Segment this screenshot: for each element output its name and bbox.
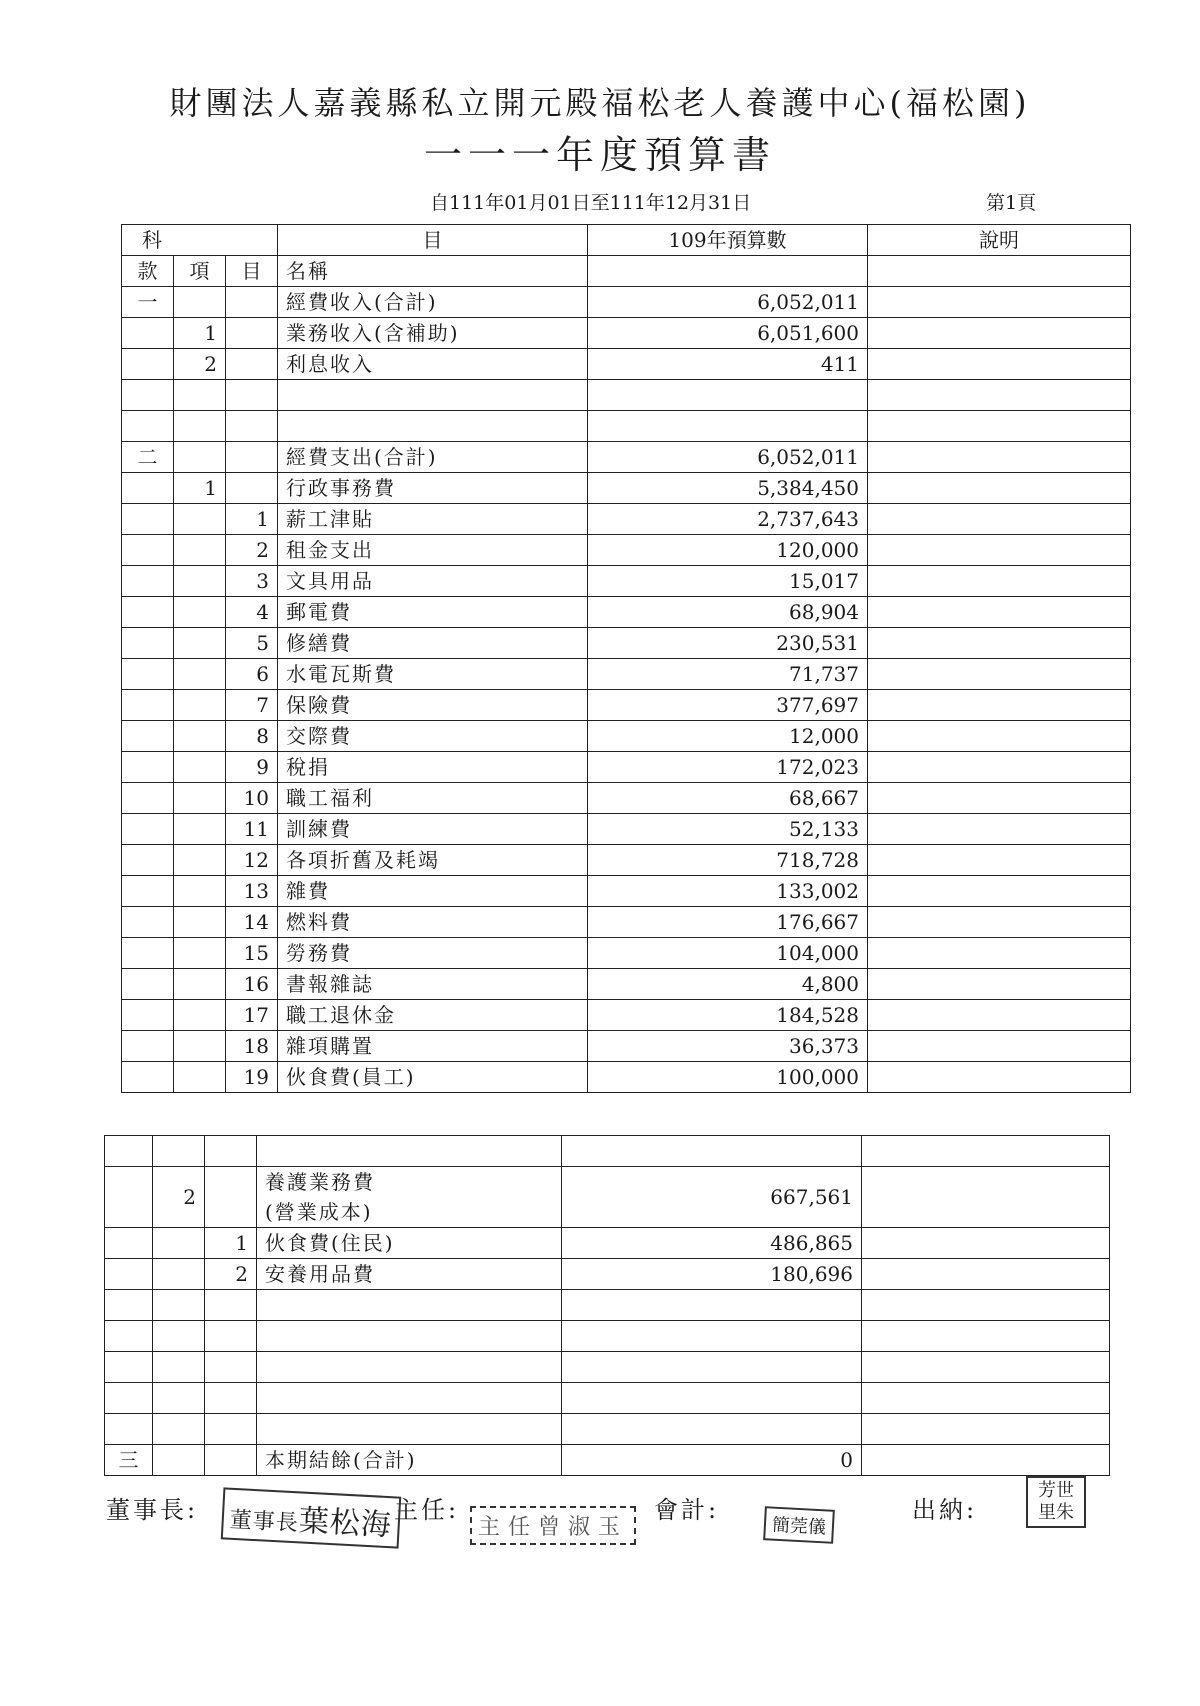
cell-name: 雜費 — [278, 876, 588, 907]
table-row — [122, 504, 1131, 535]
cell-mu: 2 — [205, 1259, 257, 1290]
director-seal: 主任曾淑玉 — [470, 1506, 636, 1545]
cell-mu — [226, 411, 278, 442]
cell-mu: 19 — [226, 1062, 278, 1093]
header-ke: 科 — [122, 225, 278, 256]
cell-amount: 2,737,643 — [588, 504, 868, 535]
cell-note — [868, 628, 1131, 659]
cell-mu: 7 — [226, 690, 278, 721]
cell-note — [868, 1000, 1131, 1031]
chairman-seal-name: 葉松海 — [297, 1503, 393, 1544]
cell-note — [868, 659, 1131, 690]
cell-kuan — [122, 1031, 174, 1062]
cell-name — [257, 1321, 562, 1352]
table-row — [122, 1062, 1131, 1093]
cell-name — [257, 1136, 562, 1167]
table-row — [122, 721, 1131, 752]
table-row — [105, 1136, 1110, 1167]
cell-note — [868, 566, 1131, 597]
table-row — [122, 566, 1131, 597]
cell-note — [868, 380, 1131, 411]
cell-note — [868, 442, 1131, 473]
cell-note — [868, 690, 1131, 721]
cell-xiang — [174, 628, 226, 659]
cell-mu — [205, 1352, 257, 1383]
cell-amount — [562, 1321, 862, 1352]
cell-kuan — [105, 1259, 153, 1290]
cell-mu: 15 — [226, 938, 278, 969]
table-row — [122, 597, 1131, 628]
header-mu2: 目 — [226, 256, 278, 287]
cell-xiang — [174, 380, 226, 411]
cell-mu: 2 — [226, 535, 278, 566]
cell-kuan: 一 — [122, 287, 174, 318]
cell-kuan — [105, 1383, 153, 1414]
cell-kuan — [105, 1167, 153, 1228]
cell-name: 業務收入(含補助) — [278, 318, 588, 349]
cell-xiang — [153, 1414, 205, 1445]
cell-note — [868, 969, 1131, 1000]
cell-mu — [226, 318, 278, 349]
cell-xiang — [153, 1228, 205, 1259]
cell-amount — [562, 1352, 862, 1383]
cell-note — [868, 535, 1131, 566]
cell-kuan — [122, 504, 174, 535]
cell-note — [868, 411, 1131, 442]
cell-xiang — [174, 566, 226, 597]
table-row — [105, 1228, 1110, 1259]
cell-xiang — [174, 845, 226, 876]
cell-name: 薪工津貼 — [278, 504, 588, 535]
accounting-seal: 簡莞儀 — [763, 1506, 835, 1544]
cell-name: 雜項購置 — [278, 1031, 588, 1062]
cell-xiang — [174, 659, 226, 690]
cell-note — [862, 1321, 1110, 1352]
cell-kuan — [105, 1136, 153, 1167]
table-row — [122, 349, 1131, 380]
table-row — [122, 628, 1131, 659]
cell-name: 稅捐 — [278, 752, 588, 783]
table-row — [122, 380, 1131, 411]
cell-note — [868, 349, 1131, 380]
cell-kuan — [122, 876, 174, 907]
cell-note — [868, 752, 1131, 783]
cell-note — [862, 1259, 1110, 1290]
table-row — [122, 1000, 1131, 1031]
cell-note — [868, 845, 1131, 876]
cell-amount: 6,052,011 — [588, 287, 868, 318]
header-mu: 目 — [278, 225, 588, 256]
cell-name: 文具用品 — [278, 566, 588, 597]
cell-name: 安養用品費 — [257, 1259, 562, 1290]
cell-xiang — [174, 535, 226, 566]
chairman-seal — [221, 1487, 401, 1548]
cell-mu: 5 — [226, 628, 278, 659]
table-row — [122, 752, 1131, 783]
table-row — [122, 783, 1131, 814]
table-row — [105, 1290, 1110, 1321]
cell-amount: 4,800 — [588, 969, 868, 1000]
cell-note — [868, 597, 1131, 628]
cell-note — [868, 814, 1131, 845]
header-budget: 109年預算數 — [588, 225, 868, 256]
table-row — [122, 318, 1131, 349]
cell-mu: 12 — [226, 845, 278, 876]
table-row — [105, 1321, 1110, 1352]
cell-mu: 3 — [226, 566, 278, 597]
cell-note — [862, 1167, 1110, 1228]
cell-kuan — [105, 1414, 153, 1445]
cell-xiang — [174, 907, 226, 938]
page-number: 第1頁 — [986, 192, 1037, 214]
cell-amount: 6,051,600 — [588, 318, 868, 349]
cell-kuan — [105, 1321, 153, 1352]
cell-name: 交際費 — [278, 721, 588, 752]
cell-name: 經費支出(合計) — [278, 442, 588, 473]
cell-mu — [226, 349, 278, 380]
cell-mu — [226, 287, 278, 318]
cell-kuan — [122, 1000, 174, 1031]
cell-mu — [226, 442, 278, 473]
cell-name: 郵電費 — [278, 597, 588, 628]
table-row — [105, 1167, 1110, 1228]
budget-table-lower — [104, 1135, 1110, 1476]
cell-name: 燃料費 — [278, 907, 588, 938]
cell-mu: 16 — [226, 969, 278, 1000]
cell-amount: 120,000 — [588, 535, 868, 566]
budget-table-upper — [121, 224, 1131, 1093]
cell-xiang — [174, 752, 226, 783]
cell-amount — [588, 380, 868, 411]
cell-mu: 4 — [226, 597, 278, 628]
cell-xiang: 1 — [174, 318, 226, 349]
cell-note — [862, 1414, 1110, 1445]
table-row — [105, 1352, 1110, 1383]
cell-name — [257, 1167, 562, 1228]
cell-note — [868, 1062, 1131, 1093]
cashier-seal: 芳世 里朱 — [1026, 1476, 1086, 1528]
cell-name: 保險費 — [278, 690, 588, 721]
table-row — [105, 1383, 1110, 1414]
cell-xiang — [174, 1062, 226, 1093]
cell-amount: 12,000 — [588, 721, 868, 752]
cell-name: 伙食費(住民) — [257, 1228, 562, 1259]
cell-name — [257, 1352, 562, 1383]
cell-xiang — [174, 938, 226, 969]
cell-kuan — [105, 1228, 153, 1259]
cell-kuan — [122, 566, 174, 597]
cell-xiang: 2 — [174, 349, 226, 380]
cell-xiang — [174, 721, 226, 752]
cell-kuan — [122, 535, 174, 566]
table-row — [122, 1031, 1131, 1062]
cell-amount: 133,002 — [588, 876, 868, 907]
cell-amount: 172,023 — [588, 752, 868, 783]
cell-mu — [205, 1414, 257, 1445]
cell-amount: 667,561 — [562, 1167, 862, 1228]
cell-amount: 15,017 — [588, 566, 868, 597]
cell-mu — [205, 1321, 257, 1352]
cell-mu: 8 — [226, 721, 278, 752]
table-row — [122, 442, 1131, 473]
cell-mu: 1 — [226, 504, 278, 535]
cell-name: 職工退休金 — [278, 1000, 588, 1031]
cell-xiang — [153, 1352, 205, 1383]
table-header-row — [122, 225, 1131, 256]
cell-name: 行政事務費 — [278, 473, 588, 504]
cell-note — [868, 721, 1131, 752]
table-row — [122, 969, 1131, 1000]
cell-xiang — [153, 1321, 205, 1352]
cell-name: 水電瓦斯費 — [278, 659, 588, 690]
cell-xiang — [174, 814, 226, 845]
table-row — [105, 1414, 1110, 1445]
cell-mu: 11 — [226, 814, 278, 845]
cell-note — [868, 907, 1131, 938]
cell-amount: 176,667 — [588, 907, 868, 938]
table-row — [122, 845, 1131, 876]
cell-xiang — [174, 411, 226, 442]
header-name: 名稱 — [278, 256, 588, 287]
cell-amount: 68,904 — [588, 597, 868, 628]
cell-kuan — [122, 318, 174, 349]
cell-amount: 5,384,450 — [588, 473, 868, 504]
cell-xiang — [153, 1383, 205, 1414]
cell-mu — [205, 1290, 257, 1321]
cell-note — [862, 1352, 1110, 1383]
document-title: 一一一年度預算書 — [423, 133, 776, 177]
cell-xiang — [153, 1290, 205, 1321]
table-subheader-row — [122, 256, 1131, 287]
cell-name-line1: 養護業務費 — [265, 1170, 375, 1194]
cell-mu: 18 — [226, 1031, 278, 1062]
cell-xiang — [174, 1000, 226, 1031]
cell-name: 各項折舊及耗竭 — [278, 845, 588, 876]
cell-kuan — [122, 938, 174, 969]
cell-mu: 9 — [226, 752, 278, 783]
header-note: 說明 — [868, 225, 1131, 256]
cell-amount — [562, 1383, 862, 1414]
cell-note — [868, 473, 1131, 504]
cell-kuan — [122, 969, 174, 1000]
header-empty — [868, 256, 1131, 287]
header-kuan: 款 — [122, 256, 174, 287]
cell-xiang — [174, 442, 226, 473]
cell-name — [257, 1383, 562, 1414]
accounting-label: 會計: — [654, 1496, 720, 1524]
cell-note — [862, 1136, 1110, 1167]
cell-xiang: 2 — [153, 1167, 205, 1228]
cell-mu — [226, 473, 278, 504]
cell-mu: 6 — [226, 659, 278, 690]
table-row — [122, 535, 1131, 566]
cell-mu — [205, 1383, 257, 1414]
cell-amount: 100,000 — [588, 1062, 868, 1093]
cell-note — [862, 1445, 1110, 1476]
cell-amount: 104,000 — [588, 938, 868, 969]
cell-kuan — [122, 690, 174, 721]
cell-kuan — [105, 1352, 153, 1383]
cell-name — [257, 1414, 562, 1445]
cell-xiang — [153, 1259, 205, 1290]
cell-name — [278, 411, 588, 442]
table-row — [122, 814, 1131, 845]
cell-amount — [588, 411, 868, 442]
cell-note — [862, 1383, 1110, 1414]
cell-kuan — [122, 380, 174, 411]
cell-mu: 1 — [205, 1228, 257, 1259]
cell-xiang — [174, 1031, 226, 1062]
cell-kuan — [122, 752, 174, 783]
cell-name: 勞務費 — [278, 938, 588, 969]
cell-kuan — [122, 411, 174, 442]
cell-name: 伙食費(員工) — [278, 1062, 588, 1093]
cell-note — [868, 876, 1131, 907]
cell-name: 修繕費 — [278, 628, 588, 659]
cell-kuan — [122, 597, 174, 628]
cell-name: 經費收入(合計) — [278, 287, 588, 318]
cell-amount: 52,133 — [588, 814, 868, 845]
cell-amount: 180,696 — [562, 1259, 862, 1290]
cell-amount: 718,728 — [588, 845, 868, 876]
cell-kuan: 二 — [122, 442, 174, 473]
cell-note — [868, 287, 1131, 318]
table-row — [122, 411, 1131, 442]
cell-note — [868, 1031, 1131, 1062]
cell-name — [257, 1290, 562, 1321]
cell-mu — [205, 1136, 257, 1167]
cell-name: 書報雜誌 — [278, 969, 588, 1000]
cell-note — [862, 1228, 1110, 1259]
cell-xiang — [153, 1445, 205, 1476]
table-row — [122, 938, 1131, 969]
budget-period: 自111年01月01日至111年12月31日 — [430, 192, 752, 214]
cell-mu — [205, 1167, 257, 1228]
cell-xiang — [153, 1136, 205, 1167]
cell-amount: 486,865 — [562, 1228, 862, 1259]
table-row — [122, 659, 1131, 690]
cell-xiang — [174, 287, 226, 318]
cell-mu: 10 — [226, 783, 278, 814]
table-row — [122, 907, 1131, 938]
cell-name-line2: (營業成本) — [265, 1200, 373, 1224]
cell-kuan — [122, 907, 174, 938]
table-row — [122, 287, 1131, 318]
cell-kuan — [122, 1062, 174, 1093]
cell-mu — [205, 1445, 257, 1476]
organization-title: 財團法人嘉義縣私立開元殿福松老人養護中心(福松園) — [169, 84, 1031, 122]
cell-amount: 230,531 — [588, 628, 868, 659]
cell-xiang: 1 — [174, 473, 226, 504]
cell-note — [868, 318, 1131, 349]
cell-name: 本期結餘(合計) — [257, 1445, 562, 1476]
cell-name: 利息收入 — [278, 349, 588, 380]
cell-xiang — [174, 690, 226, 721]
cell-kuan: 三 — [105, 1445, 153, 1476]
cell-amount: 6,052,011 — [588, 442, 868, 473]
cell-kuan — [122, 659, 174, 690]
table-row — [105, 1445, 1110, 1476]
cell-kuan — [122, 814, 174, 845]
cell-amount: 377,697 — [588, 690, 868, 721]
table-row — [105, 1259, 1110, 1290]
cell-mu: 17 — [226, 1000, 278, 1031]
cell-mu — [226, 380, 278, 411]
cell-amount: 68,667 — [588, 783, 868, 814]
cell-kuan — [105, 1290, 153, 1321]
cell-kuan — [122, 628, 174, 659]
cell-xiang — [174, 969, 226, 1000]
header-xiang: 項 — [174, 256, 226, 287]
cell-amount: 71,737 — [588, 659, 868, 690]
cell-xiang — [174, 783, 226, 814]
cashier-label: 出納: — [912, 1496, 978, 1524]
cell-kuan — [122, 721, 174, 752]
director-label: 主任: — [394, 1496, 460, 1524]
table-row — [122, 473, 1131, 504]
cell-xiang — [174, 876, 226, 907]
cell-note — [868, 783, 1131, 814]
cell-amount: 36,373 — [588, 1031, 868, 1062]
table-row — [122, 690, 1131, 721]
cell-name: 租金支出 — [278, 535, 588, 566]
cell-name — [278, 380, 588, 411]
table-row — [122, 876, 1131, 907]
cell-note — [868, 504, 1131, 535]
cell-note — [862, 1290, 1110, 1321]
cell-amount — [562, 1136, 862, 1167]
cell-amount: 184,528 — [588, 1000, 868, 1031]
header-empty — [588, 256, 868, 287]
chairman-seal-title: 董事長 — [229, 1507, 300, 1537]
cell-amount: 0 — [562, 1445, 862, 1476]
cell-kuan — [122, 349, 174, 380]
cell-note — [868, 938, 1131, 969]
cell-xiang — [174, 504, 226, 535]
cell-mu: 14 — [226, 907, 278, 938]
cell-kuan — [122, 845, 174, 876]
cell-amount — [562, 1290, 862, 1321]
cell-amount: 411 — [588, 349, 868, 380]
cell-kuan — [122, 783, 174, 814]
cell-name: 訓練費 — [278, 814, 588, 845]
cell-xiang — [174, 597, 226, 628]
cell-kuan — [122, 473, 174, 504]
cell-name: 職工福利 — [278, 783, 588, 814]
cell-amount — [562, 1414, 862, 1445]
cell-mu: 13 — [226, 876, 278, 907]
chairman-label: 董事長: — [106, 1496, 199, 1524]
